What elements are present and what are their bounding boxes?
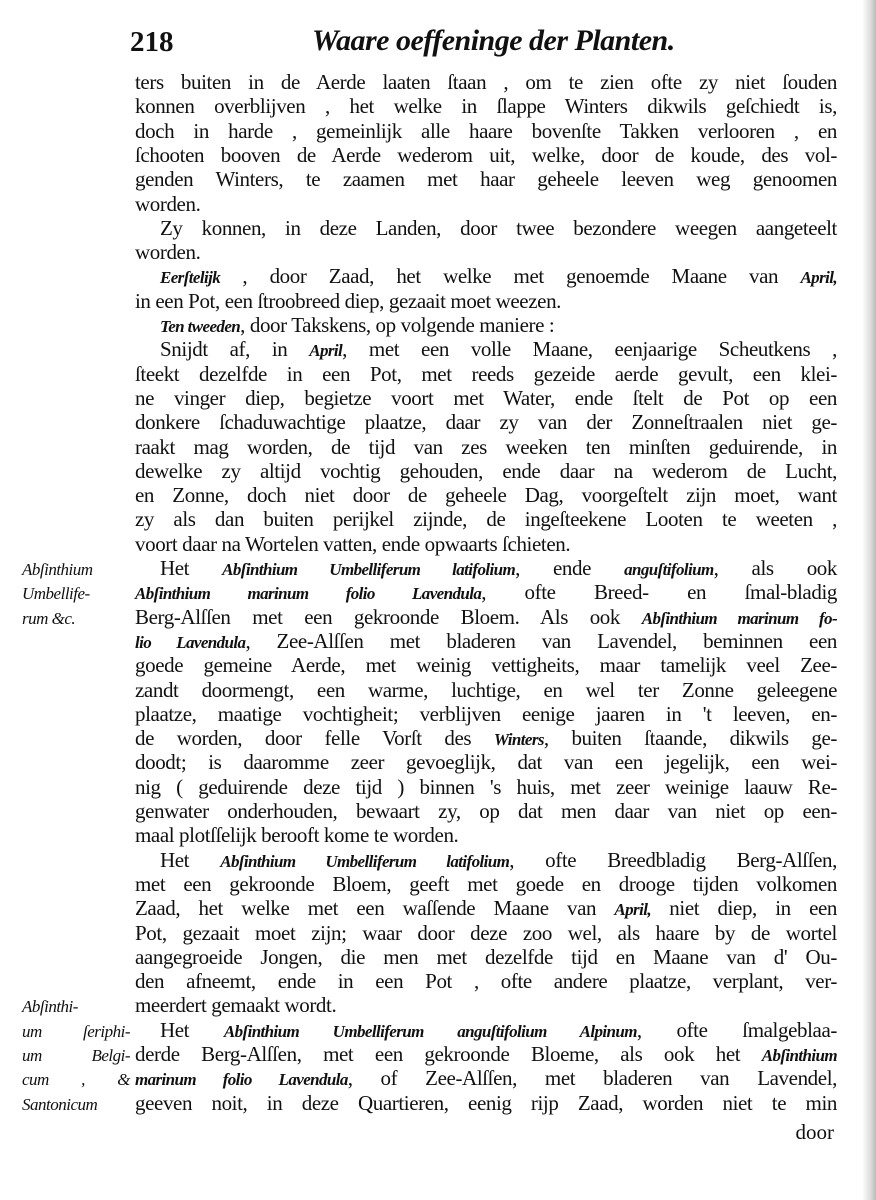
text-line bbox=[135, 1066, 837, 1090]
italic-latin-term: Abſinthium marinum fo- bbox=[641, 608, 838, 628]
text-segment: , ende bbox=[515, 556, 625, 580]
italic-latin-term: April bbox=[309, 341, 343, 361]
text-line bbox=[135, 386, 837, 410]
text-segment: de worden, door felle Vorſt des bbox=[135, 726, 494, 751]
margin-note-line: um Belgi- bbox=[22, 1045, 130, 1065]
text-segment: doch in harde , gemeinlijk alle haare bovenſte Takken verlooren , en bbox=[135, 118, 837, 143]
text-line bbox=[135, 167, 837, 191]
italic-latin-term: Abſinthium Umbelliferum latifolium bbox=[222, 560, 516, 579]
text-segment: , met een volle Maane, eenjaarige Scheutkens , bbox=[342, 337, 837, 362]
text-line bbox=[135, 119, 837, 143]
text-segment: maal plotſſelijk berooft kome te worden. bbox=[135, 823, 459, 848]
text-line bbox=[160, 556, 837, 580]
text-line bbox=[135, 653, 837, 677]
text-segment: nig ( geduirende deze tijd ) binnen 's huis, met zeer weinige laauw Re- bbox=[135, 774, 837, 799]
margin-note-line: Abſinthi- bbox=[22, 997, 78, 1017]
text-segment: goede gemeine Aerde, met weinig vettigheits, maar tamelijk veel Zee- bbox=[135, 653, 837, 678]
text-segment: ne vinger diep, begietze voort met Water, ende ſtelt de Pot op een bbox=[135, 385, 837, 410]
text-line bbox=[135, 775, 837, 799]
text-segment: zandt doormengt, een warme, luchtige, en wel ter Zonne geleegene bbox=[135, 677, 837, 702]
text-segment: Zy konnen, in deze Landen, door twee bezondere weegen aangeteelt bbox=[160, 215, 837, 240]
italic-latin-term: anguſtifolium bbox=[624, 560, 714, 579]
text-segment: , als ook bbox=[713, 556, 838, 580]
text-segment: voort daar na Wortelen vatten, ende opwaarts ſchieten. bbox=[135, 531, 571, 556]
text-line bbox=[135, 289, 837, 313]
text-segment: dewelke zy altijd vochtig gehouden, ende daar na wederom de Lucht, bbox=[135, 458, 837, 483]
text-segment: , Zee-Alſſen met bladeren van Lavendel, beminnen een bbox=[245, 628, 837, 653]
text-segment: Het bbox=[160, 1017, 224, 1042]
text-line bbox=[135, 410, 837, 434]
text-segment: konnen overblijven , het welke in ſlappe Winters dikwils geſchiedt is, bbox=[135, 94, 837, 119]
text-segment: , ofte Breed- en ſmal-bladig bbox=[481, 580, 837, 605]
text-segment: , door Takskens, op volgende maniere : bbox=[240, 313, 555, 337]
text-segment: ſchooten booven de Aerde wederom uit, welke, door de koude, des vol- bbox=[135, 142, 837, 167]
text-segment: Pot, gezaait moet zijn; waar door deze zoo wel, als haare by de wortel bbox=[135, 920, 837, 945]
margin-note-line: rum &c. bbox=[22, 608, 76, 628]
italic-latin-term: Abſinthium Umbelliferum anguſtifolium Alpinum bbox=[223, 1021, 637, 1041]
text-segment: den afneemt, ende in een Pot , ofte andere plaatze, verplant, ver- bbox=[135, 969, 837, 994]
text-segment: in een Pot, een ſtroobreed diep, gezaait moet weezen. bbox=[135, 288, 562, 313]
italic-latin-term: April, bbox=[800, 268, 837, 288]
text-line bbox=[135, 1042, 837, 1066]
text-segment: aangegroeide Jongen, die men met dezelfde tijd en Maane van d' Ou- bbox=[135, 944, 837, 969]
text-line bbox=[160, 264, 837, 288]
text-segment: , of Zee-Alſſen, met bladeren van Lavendel, bbox=[347, 1066, 837, 1091]
text-segment: Het bbox=[160, 556, 223, 580]
text-line bbox=[135, 896, 837, 920]
margin-note-line: Umbellife- bbox=[22, 584, 90, 604]
text-line bbox=[135, 823, 837, 847]
text-line bbox=[135, 507, 837, 531]
text-line bbox=[135, 945, 837, 969]
text-line bbox=[135, 532, 837, 556]
text-line bbox=[160, 337, 837, 361]
text-line bbox=[160, 1018, 837, 1042]
text-segment: , ofte ſmalgeblaa- bbox=[636, 1017, 837, 1042]
text-line bbox=[160, 313, 837, 337]
text-line bbox=[135, 362, 837, 386]
text-segment: Zaad, het welke met een waſſende Maane van bbox=[135, 896, 615, 921]
text-line bbox=[135, 435, 837, 459]
text-segment: Berg-Alſſen met een gekroonde Bloem. Als ook bbox=[135, 604, 642, 629]
italic-latin-term: marinum folio Lavendula bbox=[135, 1070, 348, 1090]
margin-note bbox=[22, 558, 130, 631]
margin-note-line: Santonicum bbox=[22, 1094, 98, 1114]
catchword: door bbox=[795, 1120, 834, 1144]
text-line bbox=[135, 678, 837, 702]
text-line bbox=[135, 580, 837, 604]
text-line bbox=[135, 240, 837, 264]
text-segment: raakt mag worden, de tijd van zes weeken ten minſten geduirende, in bbox=[135, 434, 837, 459]
text-segment: meerdert gemaakt wordt. bbox=[135, 993, 337, 1018]
margin-note-line: Abſinthium bbox=[22, 560, 93, 579]
text-line bbox=[135, 605, 837, 629]
text-line bbox=[160, 848, 837, 872]
text-line bbox=[135, 143, 837, 167]
text-segment: worden. bbox=[135, 191, 201, 216]
text-line bbox=[135, 702, 837, 726]
text-line bbox=[135, 459, 837, 483]
italic-latin-term: Ten tweeden bbox=[160, 317, 241, 336]
text-segment: niet diep, in een bbox=[650, 896, 838, 921]
text-line bbox=[135, 1091, 837, 1115]
italic-latin-term: Eerſtelijk bbox=[160, 268, 221, 288]
page-edge-shadow bbox=[862, 0, 876, 1200]
text-segment: plaatze, maatige vochtigheit; verblijven eenige jaaren in 't leeven, en- bbox=[135, 701, 837, 726]
text-segment: geeven noit, in deze Quartieren, eenig rijp Zaad, worden niet te min bbox=[135, 1090, 837, 1115]
text-segment: en Zonne, doch niet door de geheele Dag, voorgeſtelt zijn moet, want bbox=[135, 483, 837, 508]
text-line bbox=[160, 216, 837, 240]
page-number: 218 bbox=[130, 26, 174, 58]
text-line bbox=[135, 70, 837, 94]
text-segment: genden Winters, te zaamen met haar geheele leeven weg genoomen bbox=[135, 167, 837, 192]
margin-note-line: cum , & bbox=[22, 1070, 130, 1090]
text-segment: , ofte Breedbladig Berg-Alſſen, bbox=[509, 847, 837, 872]
text-segment: ſteekt dezelfde in een Pot, met reeds gezeide aerde gevult, een klei- bbox=[135, 361, 837, 386]
text-segment: donkere ſchaduwachtige plaatze, daar zy van der Zonneſtraalen niet ge- bbox=[135, 410, 837, 435]
text-segment: , buiten ſtaande, dikwils ge- bbox=[543, 726, 837, 751]
italic-latin-term: Abſinthium Umbelliferum latifolium bbox=[220, 851, 510, 871]
text-line bbox=[135, 629, 837, 653]
text-line bbox=[135, 192, 837, 216]
text-segment: , door Zaad, het welke met genoemde Maane van bbox=[220, 264, 801, 289]
text-line bbox=[135, 993, 837, 1017]
text-segment: Het bbox=[160, 847, 221, 872]
italic-latin-term: lio Lavendula bbox=[135, 632, 246, 652]
text-line bbox=[135, 799, 837, 823]
italic-latin-term: Winters bbox=[493, 730, 544, 750]
text-segment: doodt; is daaromme zeer gevoeglijk, dat van een jegelijk, een wei- bbox=[135, 750, 837, 775]
text-line bbox=[135, 750, 837, 774]
text-line bbox=[135, 969, 837, 993]
text-segment: worden. bbox=[135, 240, 201, 265]
text-line bbox=[135, 872, 837, 896]
margin-note bbox=[22, 995, 130, 1116]
text-segment: genwater onderhouden, bewaart zy, op dat men daar van niet op een- bbox=[135, 799, 837, 823]
italic-latin-term: April, bbox=[614, 900, 651, 920]
italic-latin-term: Abſinthium marinum folio Lavendula bbox=[135, 584, 482, 604]
running-title: Waare oeffeninge der Planten. bbox=[312, 24, 675, 57]
text-line bbox=[135, 94, 837, 118]
text-segment: met een gekroonde Bloem, geeft met goede en drooge tijden volkomen bbox=[135, 871, 837, 896]
text-line bbox=[135, 483, 837, 507]
text-line bbox=[135, 726, 837, 750]
margin-note-line: um ſeriphi- bbox=[22, 1021, 130, 1041]
text-segment: zy als dan buiten perijkel zijnde, de ingeſteekene Looten te weeten , bbox=[135, 507, 837, 532]
italic-latin-term: Abſinthium bbox=[761, 1046, 837, 1065]
text-segment: Snijdt af, in bbox=[160, 337, 310, 362]
text-segment: ters buiten in de Aerde laaten ſtaan , om te zien ofte zy niet ſouden bbox=[135, 70, 837, 94]
text-segment: derde Berg-Alſſen, met een gekroonde Bloeme, als ook het bbox=[135, 1042, 762, 1066]
text-line bbox=[135, 921, 837, 945]
